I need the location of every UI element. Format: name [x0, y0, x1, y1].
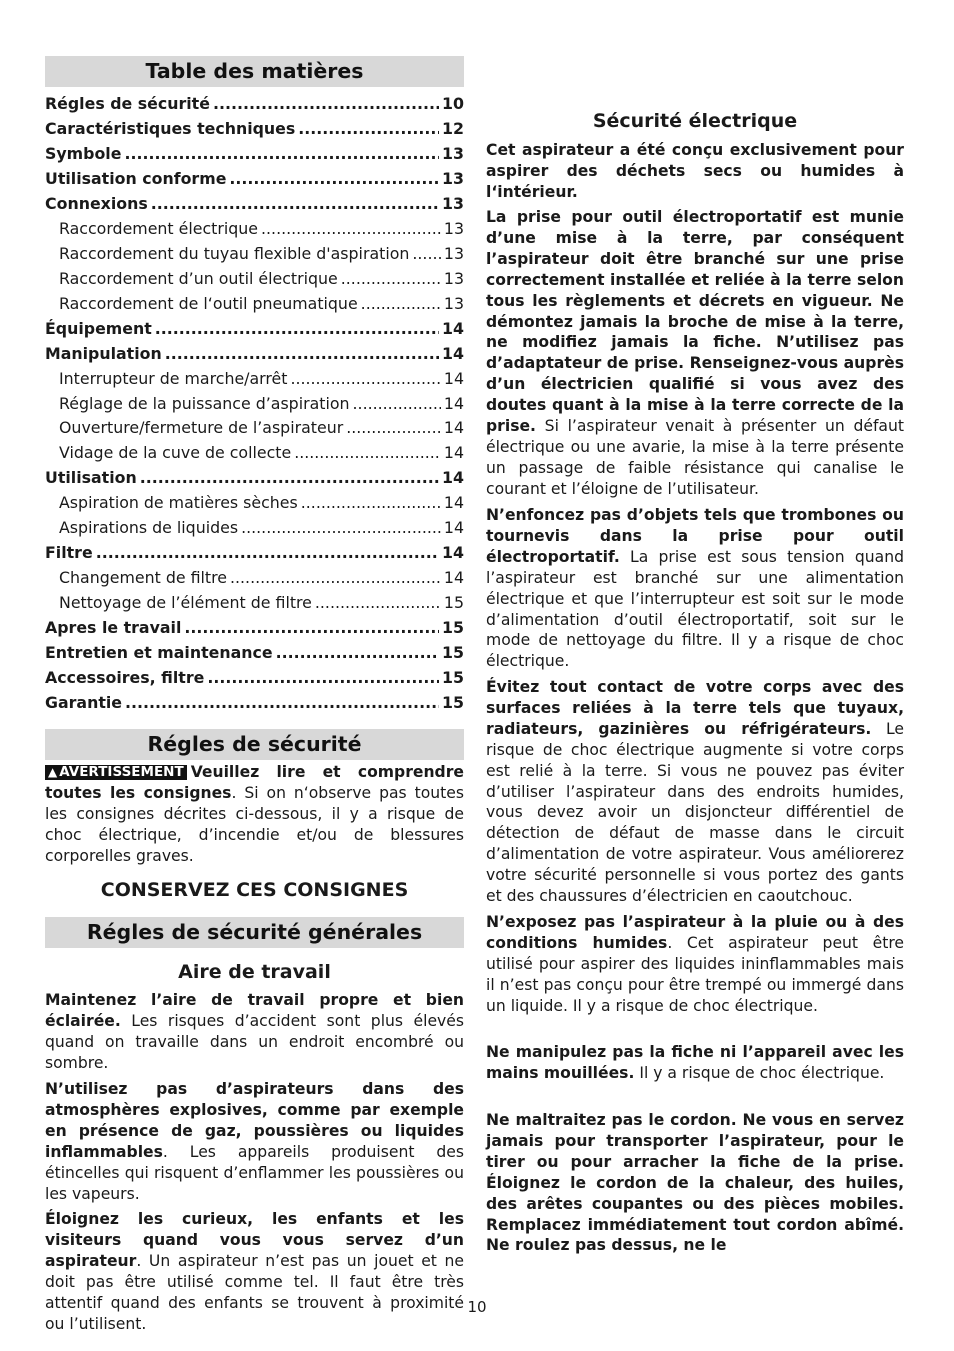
toc-entry-label: Équipement	[45, 318, 152, 338]
toc-entry-label: Connexions	[45, 193, 148, 213]
toc-entry-page: 14	[443, 518, 464, 538]
warning-paragraph	[45, 762, 464, 867]
toc-leader-dots	[124, 143, 439, 165]
toc-entry-label: Régles de sécurité	[45, 94, 210, 113]
toc-entry-label: Aspiration de matières sèches	[59, 493, 298, 513]
toc-entry	[45, 592, 464, 614]
electrical-p4: Évitez tout contact de votre corps avec des surfaces reliées à la terre tels que tuyaux, radiateurs, gazinières ou réfrigérateurs. Le risque de choc électrique augmente si votre corps est relié à la terre. Si vous ne pouvez pas éviter d’utiliser l’aspirateur dans des endroits humides, vous devez avoir un disjoncteur différentiel de détection de défaut de masse dans le circuit d’alimentation de votre aspirateur. Vous améliorerez votre sécurité personnelle si vous portez des gants et des chaussures d’électricien en caoutchouc.	[486, 678, 904, 906]
toc-entry-page: 14	[443, 568, 464, 588]
electrical-p1: Cet aspirateur a été conçu exclusivement pour aspirer des déchets secs ou humides à l‘intérieur.	[486, 141, 904, 201]
toc-entry-page: 15	[443, 593, 464, 613]
toc-entry-page: 14	[443, 443, 464, 463]
safety-heading: Régles de sécurité	[45, 729, 464, 760]
warning-bold: Veuillez lire et comprendre toutes les consignes	[45, 763, 464, 802]
toc-entry-label: Manipulation	[45, 343, 162, 363]
toc-leader-dots	[96, 542, 439, 564]
work-area-p1: Maintenez l’aire de travail propre et bien éclairée. Les risques d’accident sont plus élevés quand on travaille dans un endroit encombré ou sombre.	[45, 991, 464, 1072]
toc-leader-dots	[140, 467, 439, 489]
toc-entry-page: 12	[442, 118, 464, 138]
toc-entry	[45, 393, 464, 415]
toc-leader-dots	[207, 667, 439, 689]
toc-entry	[45, 467, 464, 489]
toc-entry-page: 13	[442, 143, 464, 163]
toc-entry	[45, 193, 464, 215]
toc-entry-page: 14	[443, 493, 464, 513]
toc-entry	[45, 667, 464, 689]
toc-entry-page: 15	[442, 693, 464, 713]
toc-entry-label: Entretien et maintenance	[45, 643, 273, 663]
toc-entry-label: Vidage de la cuve de collecte	[59, 443, 292, 463]
toc-entry-page: 14	[442, 343, 464, 363]
toc-entry-label: Changement de filtre	[59, 568, 227, 588]
work-area-heading: Aire de travail	[178, 961, 331, 983]
electrical-p7: Ne maltraitez pas le cordon. Ne vous en servez jamais pour transporter l’aspirateur, pour le tirer ou pour arracher la fiche de la prise. Éloignez le cordon de la chaleur, des huiles, des arêtes coupantes ou des pièces mobiles. Remplacez immédiatement tout cordon abîmé. Ne roulez pas dessus, ne le	[486, 1111, 904, 1255]
toc-leader-dots	[151, 193, 439, 215]
toc-entry-label: Raccordement de l‘outil pneumatique	[59, 293, 358, 313]
toc-entry-page: 15	[442, 643, 464, 663]
work-area-p2: N’utilisez pas d’aspirateurs dans des atmosphères explosives, comme par exemple en présence de gaz, poussières ou liquides inflammables. Les appareils produisent des étincelles qui risquent d’enflammer les poussières ou les vapeurs.	[45, 1080, 464, 1203]
toc-leader-dots	[276, 642, 439, 664]
electrical-safety-heading: Sécurité électrique	[592, 110, 798, 132]
toc-entry	[45, 567, 464, 589]
work-area-p3: Éloignez les curieux, les enfants et les visiteurs quand vous vous servez d’un aspirateur. Un aspirateur n’est pas un jouet et ne doit pas être utilisé comme tel. Il faut être très attentif quand des enfants se trouvent à proximité ou l’utilisent.	[45, 1210, 464, 1333]
toc-entry	[45, 368, 464, 390]
toc-entry-page: 14	[443, 368, 464, 388]
toc-entry-label: Garantie	[45, 693, 123, 713]
toc-entry	[45, 318, 464, 340]
toc-entry-page: 14	[442, 543, 464, 563]
toc-entry	[45, 517, 464, 539]
toc-entry-page: 13	[443, 218, 464, 238]
toc-leader-dots	[290, 368, 440, 390]
toc-entry	[45, 617, 464, 639]
toc-entry-page: 13	[443, 293, 464, 313]
toc-entry-label: Filtre	[45, 543, 93, 563]
toc-leader-dots	[298, 118, 439, 140]
toc-entry	[45, 542, 464, 564]
electrical-p6: Ne manipulez pas la fiche ni l’appareil avec les mains mouillées. Il y a risque de choc électrique.	[486, 1043, 904, 1082]
toc-leader-dots	[361, 293, 441, 315]
toc-entry-page: 14	[443, 393, 464, 413]
toc-entry	[45, 492, 464, 514]
toc-entry	[45, 93, 464, 115]
toc-entry	[45, 243, 464, 265]
toc-entry-page: 13	[442, 168, 464, 188]
toc-entry-page: 14	[442, 468, 464, 488]
toc-entry	[45, 118, 464, 140]
toc-entry	[45, 343, 464, 365]
toc-entry-page: 13	[442, 193, 464, 213]
toc-entry-label: Réglage de la puissance d’aspiration	[59, 393, 350, 413]
electrical-p3: N’enfoncez pas d’objets tels que trombones ou tournevis dans la prise pour outil électroportatif. La prise est sous tension quand l’aspirateur est branché sur une alimentation électrique et que l’interrupteur est soit sur le mode d’alimentation d’outil électroportatif, soit sur le mode de nettoyage du filtre. Il y a risque de choc électrique.	[486, 506, 904, 671]
toc-leader-dots	[294, 442, 441, 464]
toc-leader-dots	[125, 692, 439, 714]
toc-leader-dots	[301, 492, 441, 514]
toc-entry-label: Accessoires, filtre	[45, 668, 205, 688]
toc-entry	[45, 417, 464, 439]
electrical-p5: N’exposez pas l’aspirateur à la pluie ou à des conditions humides. Cet aspirateur peut être utilisé pour aspirer des liquides ininflammables mais il n’est pas conçu pour être trempé ou immergé dans un liquide. Il y a risque de choc électrique.	[486, 913, 904, 1015]
toc-leader-dots	[315, 592, 441, 614]
toc-leader-dots	[346, 417, 441, 439]
toc-entry-label: Raccordement du tuyau flexible d'aspiration	[59, 243, 410, 263]
toc-entry	[45, 268, 464, 290]
toc-entry-label: Raccordement d’un outil électrique	[59, 268, 338, 288]
toc-entry-page: 15	[442, 668, 464, 688]
toc-entry-page: 13	[443, 268, 464, 288]
page-number: 10	[467, 1298, 487, 1316]
toc-leader-dots	[412, 243, 441, 265]
warning-badge: ▲ AVERTISSEMENT	[45, 765, 187, 780]
toc-entry	[45, 642, 464, 664]
keep-instructions: CONSERVEZ CES CONSIGNES	[100, 879, 409, 901]
toc-entry-page: 13	[443, 243, 464, 263]
toc-leader-dots	[213, 93, 439, 115]
toc-leader-dots	[341, 268, 441, 290]
toc-entry-label: Symbole	[45, 143, 122, 163]
toc-entry	[45, 442, 464, 464]
toc-entry-label: Aspirations de liquides	[59, 518, 239, 538]
toc-entry-page: 10	[442, 94, 464, 113]
toc-entry	[45, 692, 464, 714]
toc-entry-page: 14	[442, 318, 464, 338]
toc-leader-dots	[165, 343, 439, 365]
toc-entry	[45, 293, 464, 315]
toc-entry-label: Interrupteur de marche/arrêt	[59, 368, 288, 388]
toc-entry	[45, 168, 464, 190]
warning-text: . Si on n‘observe pas toutes les consignes décrites ci-dessous, il y a risque de choc électrique, d’incendie et/ou de blessures corporelles graves.	[45, 783, 465, 865]
toc-entry-label: Caractéristiques techniques	[45, 118, 296, 138]
warning-triangle-icon: ▲	[48, 765, 58, 779]
toc-entry-page: 15	[442, 618, 464, 638]
toc-entry-label: Raccordement électrique	[59, 218, 258, 238]
toc-entry-page: 14	[443, 418, 464, 438]
toc-leader-dots	[241, 517, 441, 539]
toc-leader-dots	[261, 218, 441, 240]
toc-entry	[45, 143, 464, 165]
toc-entry-label: Ouverture/fermeture de l’aspirateur	[59, 418, 344, 438]
toc-entry-label: Nettoyage de l’élément de filtre	[59, 593, 312, 613]
toc-entry-label: Apres le travail	[45, 618, 182, 638]
toc-leader-dots	[155, 318, 439, 340]
general-safety-heading: Régles de sécurité générales	[45, 917, 464, 948]
toc-entry-label: Utilisation conforme	[45, 168, 227, 188]
electrical-p2: La prise pour outil électroportatif est munie d’une mise à la terre, par conséquent l’aspirateur doit être branché sur une prise correctement installée et reliée à la terre selon tous les règlements et décrets en vigueur. Ne démontez jamais la broche de mise à la terre, ne modifiez jamais la fiche. N’utilisez pas d’adaptateur de prise. Renseignez-vous auprès d’un électricien qualifié si vous avez des doutes quant à la mise à la terre correcte de la prise. Si l’aspirateur venait à présenter un défaut électrique ou une avarie, la mise à la terre présente un passage de faible résistance qui canalise le courant et l’éloigne de l’utilisateur.	[486, 208, 904, 498]
toc-leader-dots	[230, 567, 441, 589]
toc-leader-dots	[353, 393, 441, 415]
toc-heading: Table des matières	[45, 56, 464, 87]
toc-leader-dots	[229, 168, 439, 190]
toc-leader-dots	[184, 617, 439, 639]
toc-entry-label: Utilisation	[45, 468, 137, 488]
toc-entry	[45, 218, 464, 240]
